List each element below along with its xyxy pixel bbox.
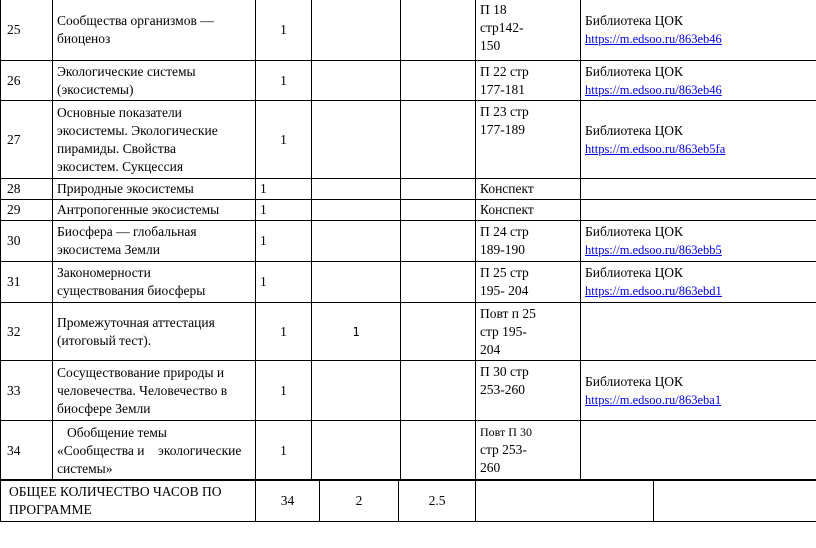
resource-link[interactable]: https://m.edsoo.ru/863ebd1 xyxy=(585,284,722,298)
hours-total: 1 xyxy=(256,262,312,303)
resource-cell xyxy=(581,361,816,421)
resource-cell xyxy=(581,0,816,61)
resource-cell xyxy=(581,303,816,361)
table-row xyxy=(1,101,816,179)
total-control: 2 xyxy=(320,480,399,522)
total-empty-cell xyxy=(476,480,654,522)
lesson-topic: Экологические системы (экосистемы) xyxy=(53,61,256,101)
hours-total: 1 xyxy=(256,361,312,421)
resource-cell xyxy=(581,179,816,200)
resource-link[interactable]: https://m.edsoo.ru/863eba1 xyxy=(585,392,722,407)
hours-total: 1 xyxy=(256,303,312,361)
resource-link[interactable]: https://m.edsoo.ru/863eb46 xyxy=(585,82,722,97)
table-row xyxy=(1,361,816,421)
hours-practical xyxy=(401,361,476,421)
table-row xyxy=(1,421,816,481)
resource-cell xyxy=(581,221,816,262)
hours-control xyxy=(312,101,401,179)
total-empty-cell xyxy=(654,480,816,522)
resource-link[interactable]: https://m.edsoo.ru/863eb5fa xyxy=(585,141,726,156)
resource-title: Библиотека ЦОК xyxy=(585,122,683,138)
hours-control xyxy=(312,361,401,421)
hours-total: 1 xyxy=(256,61,312,101)
lesson-topic: Основные показатели экосистемы. Экологические пирамиды. Свойства экосистем. Сукцессия xyxy=(53,101,256,179)
table-row xyxy=(1,200,816,221)
homework: Повт П 30 стр 253- 260 xyxy=(476,421,581,481)
hours-practical xyxy=(401,200,476,221)
resource-cell xyxy=(581,200,816,221)
homework: П 23 стр 177-189 xyxy=(476,101,581,179)
hours-total: 1 xyxy=(256,221,312,262)
lesson-number: 30 xyxy=(1,221,53,262)
resource-title: Библиотека ЦОК xyxy=(585,373,683,389)
lesson-topic: Антропогенные экосистемы xyxy=(53,200,256,221)
total-row xyxy=(1,480,816,522)
hours-control xyxy=(312,262,401,303)
hours-total: 1 xyxy=(256,0,312,61)
homework: Конспект xyxy=(476,179,581,200)
total-practical: 2.5 xyxy=(399,480,476,522)
table-row xyxy=(1,179,816,200)
resource-title: Библиотека ЦОК xyxy=(585,63,683,79)
resource-title: Библиотека ЦОК xyxy=(585,224,683,239)
resource-cell xyxy=(581,262,816,303)
lesson-topic: Обобщение темы «Сообщества и экологические системы» xyxy=(53,421,256,481)
homework: Конспект xyxy=(476,200,581,221)
table-row xyxy=(1,303,816,361)
hours-total: 1 xyxy=(256,179,312,200)
hours-total: 1 xyxy=(256,200,312,221)
resource-title: Библиотека ЦОК xyxy=(585,12,683,28)
lesson-number: 34 xyxy=(1,421,53,481)
resource-link[interactable]: https://m.edsoo.ru/863ebb5 xyxy=(585,243,722,257)
resource-cell xyxy=(581,101,816,179)
hours-practical xyxy=(401,262,476,303)
lesson-number: 27 xyxy=(1,101,53,179)
hours-practical xyxy=(401,101,476,179)
total-hours: 34 xyxy=(256,480,320,522)
homework: П 24 стр 189-190 xyxy=(476,221,581,262)
hours-control xyxy=(312,61,401,101)
hours-control xyxy=(312,421,401,481)
hours-control: 1 xyxy=(312,303,401,361)
lesson-number: 25 xyxy=(1,0,53,61)
lesson-number: 32 xyxy=(1,303,53,361)
lesson-topic: Биосфера — глобальная экосистема Земли xyxy=(53,221,256,262)
table-row xyxy=(1,221,816,262)
lesson-topic: Сообщества организмов — биоценоз xyxy=(53,0,256,61)
hours-practical xyxy=(401,421,476,481)
lesson-number: 29 xyxy=(1,200,53,221)
hours-control xyxy=(312,221,401,262)
total-row-table xyxy=(0,479,816,522)
total-label: ОБЩЕЕ КОЛИЧЕСТВО ЧАСОВ ПО ПРОГРАММЕ xyxy=(1,480,256,522)
hours-practical xyxy=(401,61,476,101)
homework: П 22 стр 177-181 xyxy=(476,61,581,101)
lesson-topic: Промежуточная аттестация (итоговый тест). xyxy=(53,303,256,361)
homework: Повт п 25 стр 195- 204 xyxy=(476,303,581,361)
hours-practical xyxy=(401,221,476,262)
resource-title: Библиотека ЦОК xyxy=(585,265,683,280)
table-row xyxy=(1,61,816,101)
hours-practical xyxy=(401,0,476,61)
resource-cell xyxy=(581,421,816,481)
homework: П 18 стр142- 150 xyxy=(476,0,581,61)
resource-link[interactable]: https://m.edsoo.ru/863eb46 xyxy=(585,31,722,46)
hours-total: 1 xyxy=(256,421,312,481)
homework: П 25 стр 195- 204 xyxy=(476,262,581,303)
lesson-topic: Закономерности существования биосферы xyxy=(53,262,256,303)
hours-control xyxy=(312,179,401,200)
hours-practical xyxy=(401,303,476,361)
hours-control xyxy=(312,200,401,221)
table-row xyxy=(1,262,816,303)
lesson-number: 28 xyxy=(1,179,53,200)
lesson-number: 31 xyxy=(1,262,53,303)
lesson-topic: Природные экосистемы xyxy=(53,179,256,200)
homework: П 30 стр 253-260 xyxy=(476,361,581,421)
lesson-number: 26 xyxy=(1,61,53,101)
table-row xyxy=(1,0,816,61)
resource-cell xyxy=(581,61,816,101)
hours-control xyxy=(312,0,401,61)
lesson-number: 33 xyxy=(1,361,53,421)
hours-practical xyxy=(401,179,476,200)
hours-total: 1 xyxy=(256,101,312,179)
lesson-topic: Сосуществование природы и человечества. Человечество в биосфере Земли xyxy=(53,361,256,421)
